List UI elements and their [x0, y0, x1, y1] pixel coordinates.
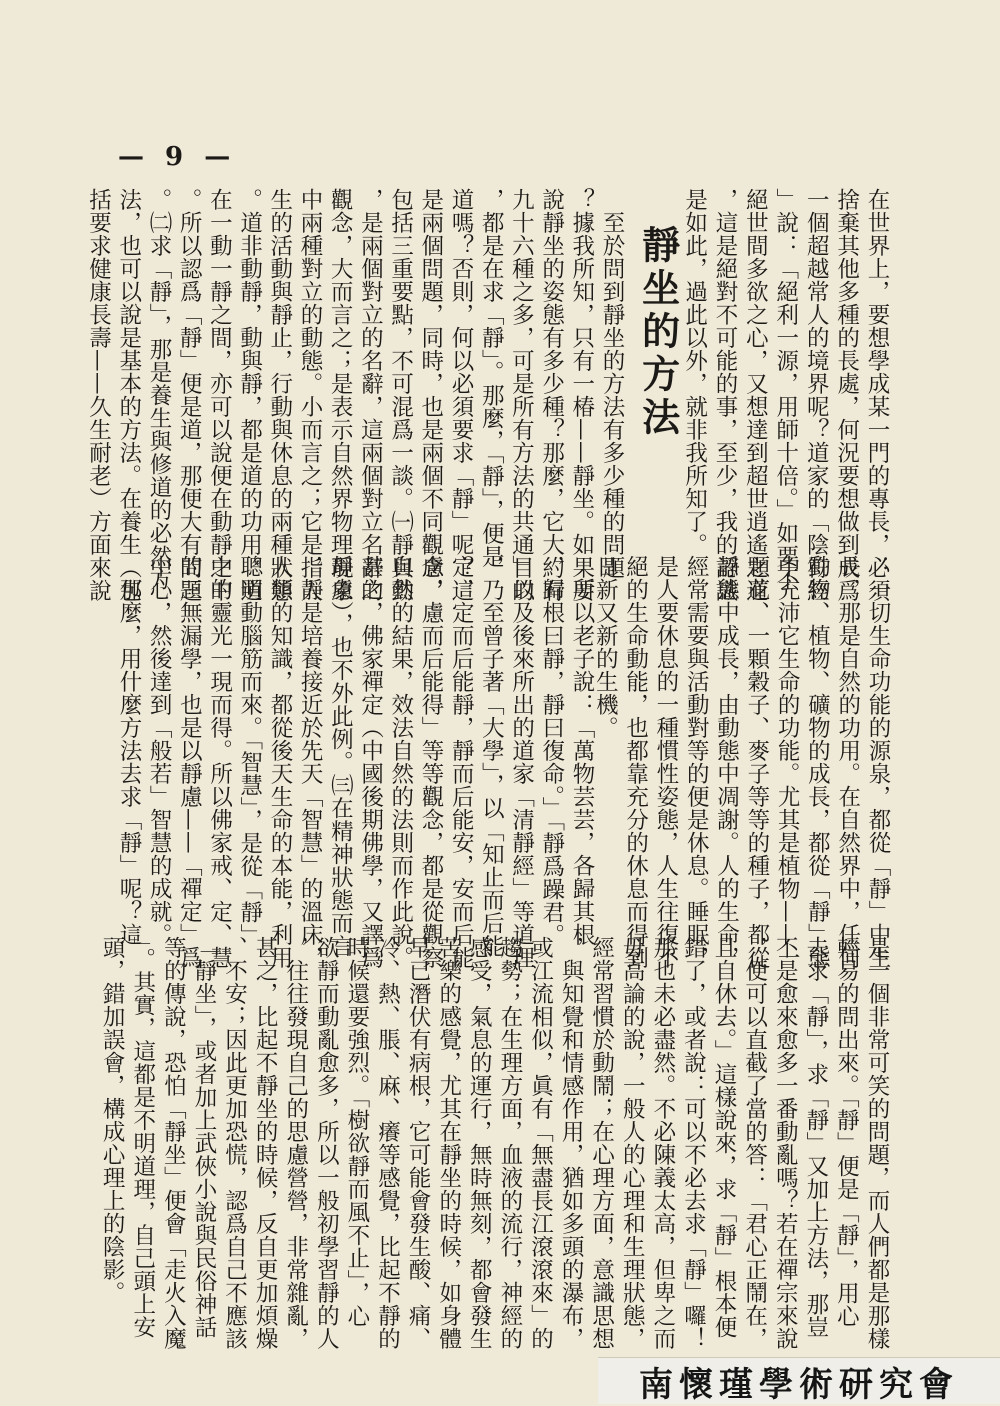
- text-column: 說靜坐的姿態有多少種？那麼，它大約有: [538, 188, 565, 602]
- text-column: 苦樂的感覺，尤其在靜坐的時候，如身體: [435, 936, 462, 1350]
- text-column: 靜慮），也不外此例。㈢在精神狀態而言: [327, 555, 354, 958]
- text-column: 那也未必盡然。不必陳義太高，但卑之而: [649, 936, 676, 1350]
- intro-paragraph: [681, 188, 892, 602]
- text-column: 在一動一靜之間，亦可以說便在動靜之中: [206, 188, 233, 602]
- text-column: 中的靈光一現而得。所以佛家戒、定、慧: [206, 555, 233, 969]
- life-energy-paragraph: [592, 555, 893, 969]
- page-number: — 9 —: [118, 142, 237, 172]
- text-column: 」說：「絕利一源，用師十倍。」如要不: [772, 188, 799, 591]
- text-column: 、不安；因此更加恐慌，認爲自己不應該: [221, 936, 248, 1350]
- text-column: 」以及後來所出的道家「清靜經」等道理: [508, 555, 535, 969]
- text-column: 甚之，比起不靜坐的時候，反自更加煩燥: [252, 936, 279, 1350]
- text-column: ，往往發現自己的思慮營營，非常雜亂，: [282, 936, 309, 1350]
- text-column: 欲靜而動亂愈多，所以一般初學習靜的人: [313, 936, 340, 1350]
- text-column: 錯了，或者說：可以不必去求「靜」囉！: [680, 936, 707, 1350]
- text-column: 中兩種對立的動態。小而言之；它是指人: [296, 188, 323, 602]
- text-column: 道嗎？否則，何以必須要求「靜」呢？這: [447, 188, 474, 602]
- text-column: 是兩個問題，同時，也是兩個不同觀念，: [417, 188, 444, 602]
- text-column: 輕易的問出來。「靜」便是「靜」，用心: [833, 936, 860, 1328]
- text-column: ，與知覺和情感作用，猶如多頭的瀑布，: [558, 936, 585, 1350]
- text-column: ，歸根曰靜，靜曰復命。」「靜爲躁君。: [538, 555, 565, 947]
- text-column: 聰明動腦筋而來。「智慧」，是從「靜」: [236, 555, 263, 947]
- text-column: ，乃至曾子著「大學」，以「知止而后能: [478, 555, 505, 958]
- text-column: 長，那是自然的功用。在自然界中，任何: [834, 555, 861, 969]
- text-column: 所以老子說：「萬物芸芸，各歸其根: [569, 555, 595, 946]
- text-column: ，都是在求「靜」。那麼，「靜」，便是: [478, 188, 505, 569]
- text-column: 「靜坐」，或者加上武俠小說與民俗神話: [190, 936, 217, 1339]
- seeking-stillness-paragraph: [99, 936, 892, 1350]
- section-heading: 靜坐的方法: [635, 225, 681, 440]
- text-column: 或江流相似，眞有「無盡長江滾滾來」的: [527, 936, 554, 1350]
- text-column: 感受，氣息的運行，無時無刻，都會發生: [466, 936, 493, 1350]
- text-column: 的三無漏學，也是以靜慮——「禪定」爲: [176, 555, 203, 969]
- text-column: 那麼，用什麼方法去求「靜」呢？這: [115, 555, 142, 946]
- text-column: 一個超越常人的境界呢？道家的「陰符經: [803, 188, 830, 602]
- text-column: 是人要休息的一種慣性姿態，人生往復不: [652, 555, 679, 969]
- text-column: 經常習慣於動鬧；在心理方面，意識思想: [588, 936, 615, 1350]
- text-column: 靜態中成長，由動態中凋謝。人的生命，: [713, 555, 740, 969]
- method-paragraph: [85, 188, 627, 602]
- text-column: 生的活動與靜止，行動與休息的兩種狀態: [266, 188, 293, 602]
- text-column: ，靜是培養接近於先天「智慧」的溫床，: [297, 555, 324, 969]
- text-column: 」。其實，這都是不明道理，自己頭上安: [129, 936, 156, 1339]
- text-column: 人類的知識，都從後天生命的本能，利用: [266, 555, 293, 969]
- text-column: 觀念，大而言之；是表示自然界物理現象: [327, 188, 354, 602]
- text-column: 九十六種之多，可是所有方法的共通目的: [508, 188, 535, 602]
- text-column: 頭，錯加誤會，構成心理上的陰影。: [99, 936, 126, 1304]
- text-column: 至於問到靜坐的方法有多少種的問題: [599, 188, 625, 579]
- text-column: 冷、熱、脹、麻、癢等感覺，比起不靜的: [374, 936, 401, 1350]
- text-column: 趨勢；在生理方面，血液的流行，神經的: [496, 936, 523, 1350]
- text-column: 在世界上，要想學成某一門的專長，必須: [864, 188, 890, 602]
- text-column: 。所以認爲「靜」便是道，那便大有問題: [176, 188, 203, 602]
- text-column: ，便可以直截了當的答：「君心正鬧在，: [741, 936, 768, 1350]
- text-column: 定，定而后能靜，靜而后能安，安而后能: [448, 555, 475, 969]
- text-column: 早已潛伏有病根，它可能會發生酸、痛、: [405, 936, 432, 1350]
- text-column: 括要求健康長壽——久生耐老）方面來說: [85, 188, 112, 602]
- text-column: ，是兩個對立的名辭，這兩個對立名辭的: [357, 188, 384, 602]
- text-column: 時候還要強烈。「樹欲靜而風不止」，心: [343, 936, 370, 1328]
- text-column: 且自休去。」這樣說來，求「靜」根本便: [711, 936, 738, 1339]
- text-column: 自然的結果，效法自然的法則而作此說。: [387, 555, 414, 969]
- text-column: 捨棄其他多種的長處，何況要想做到成爲: [833, 188, 860, 602]
- text-column: ？據我所知，只有一椿——靜坐。如果要: [568, 188, 595, 602]
- text-column: 。道非動靜，動與靜，都是道的功用。道: [236, 188, 263, 602]
- text-column: 中心，然後達到「般若」智慧的成就。: [146, 555, 173, 946]
- text-column: 甚之，佛家禪定（中國後期佛學，又譯爲: [357, 555, 384, 969]
- text-column: 經常需要與活動對等的便是休息。睡眠，: [683, 555, 710, 969]
- text-column: 。㈡求「靜」，那是養生與修道的必然方: [145, 188, 172, 591]
- text-column: 法，也可以說是基本的方法。在養生（包: [115, 188, 142, 602]
- text-column: 毋高論的說，一般人的心理和生理狀態，: [619, 936, 646, 1350]
- text-column: ：一切生命功能的源泉，都從「靜」中生: [865, 555, 891, 969]
- text-column: 等的傳說，恐怕「靜坐」便會「走火入魔: [160, 936, 187, 1350]
- text-column: 日新又新的生機。: [592, 555, 619, 739]
- text-column: 中充沛它生命的功能。尤其是植物——一: [774, 555, 801, 969]
- text-column: 是一個非常可笑的問題，而人們都是那樣: [864, 936, 890, 1350]
- text-column: 不是愈來愈多一番動亂嗎？若在禪宗來說: [772, 936, 799, 1350]
- laozi-paragraph: [112, 555, 597, 969]
- text-column: 去求「靜」，求「靜」又加上方法，那豈: [802, 936, 829, 1339]
- text-column: 絕世間多欲之心，又想達到超世逍遙之道: [742, 188, 769, 602]
- publisher-seal: 南懷瑾學術研究會: [598, 1357, 1000, 1404]
- text-column: 絕的生命動能，也都靠充分的休息而得到: [622, 555, 649, 969]
- text-column: 包括三重要點，不可混爲一談。㈠靜與動: [387, 188, 414, 602]
- text-column: 動物、植物、礦物的成長，都從「靜」態: [804, 555, 831, 969]
- text-column: 是如此，過此以外，就非我所知了。: [681, 188, 708, 556]
- text-column: ，這是絕對不可能的事，至少，我的認識: [711, 188, 738, 602]
- text-column: 慮，慮而后能得」等等觀念，都是從觀察: [417, 555, 444, 969]
- text-column: 顆花、一顆穀子、麥子等等的種子，都從: [743, 555, 770, 969]
